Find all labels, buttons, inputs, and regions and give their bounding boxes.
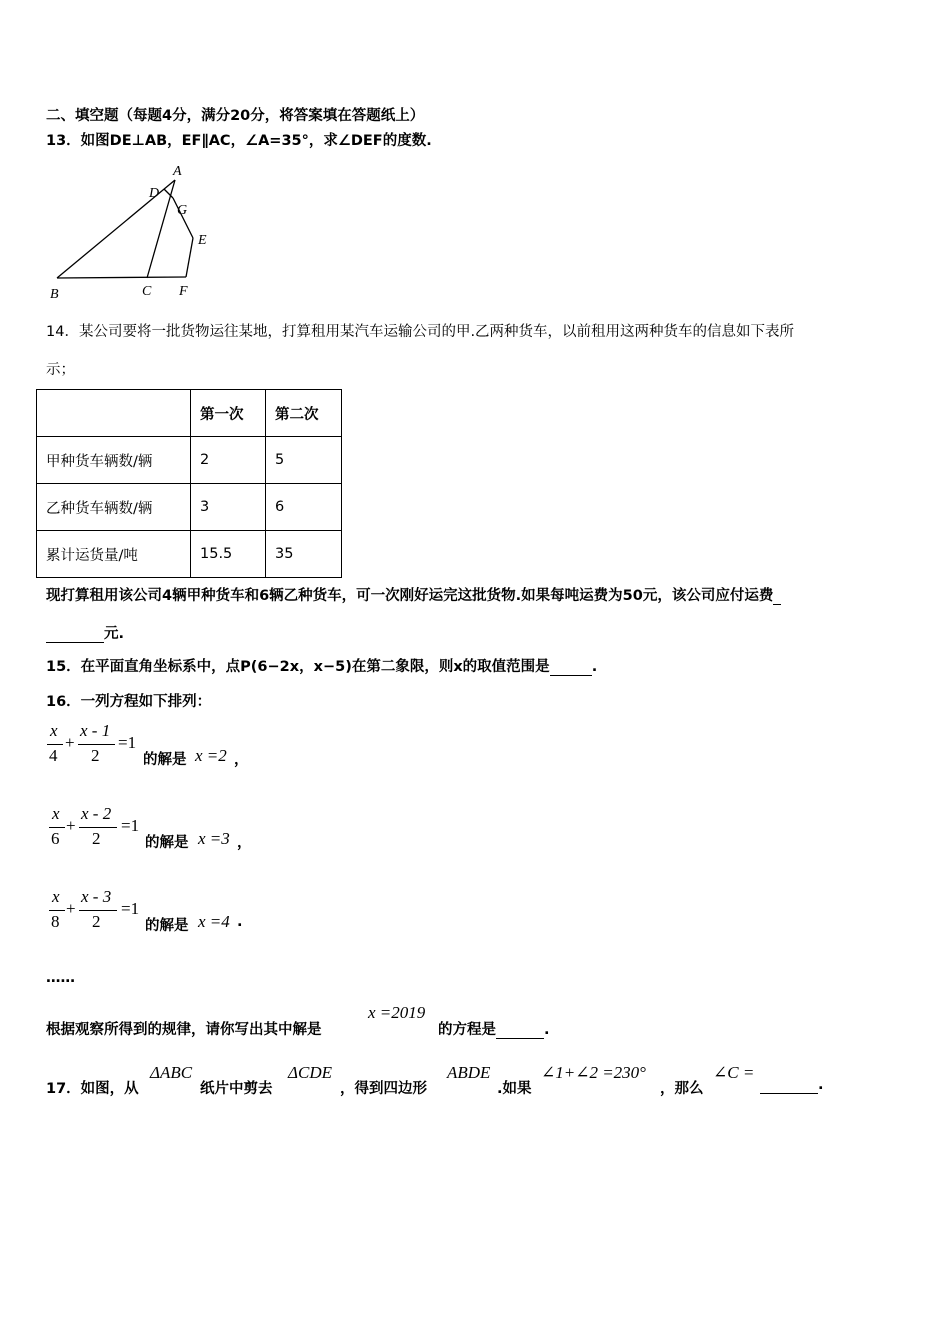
q16-rule-math: x =2019 (368, 1003, 426, 1022)
q16-intro: 16．一列方程如下排列： (46, 694, 212, 710)
eq2-sol-text: 的解是 (145, 835, 189, 851)
eq2-den2: 2 (92, 829, 101, 848)
eq1-end: ， (234, 752, 249, 768)
eq1-fraction-bar-2 (78, 744, 115, 745)
segment-bf (57, 277, 186, 278)
table-row (37, 531, 342, 578)
q14-after2 (46, 622, 124, 643)
table-row (37, 390, 342, 437)
eq1-num1: x (50, 721, 58, 740)
eq1-den2: 2 (91, 746, 100, 765)
q17-answer (760, 1077, 824, 1094)
eq3-end: . (237, 914, 243, 930)
q14-blank-start[interactable] (773, 588, 781, 605)
q17-p4: .如果 (497, 1081, 532, 1097)
eq2-num2: x - 2 (81, 804, 112, 823)
q17-m5: ∠C = (713, 1063, 755, 1082)
table-cell: 2 (191, 437, 266, 484)
label-g: G (177, 203, 188, 218)
table-cell: 6 (266, 484, 342, 531)
eq3-equals: =1 (121, 899, 140, 918)
q16-rule-pre: 根据观察所得到的规律，请你写出其中解是 (46, 1022, 322, 1038)
eq2-plus: + (66, 816, 76, 835)
table-cell: 甲种货车辆数/辆 (37, 437, 191, 484)
table-cell: 5 (266, 437, 342, 484)
eq2-equals: =1 (121, 816, 140, 835)
q16-rule-post-text: 的方程是 (438, 1022, 496, 1038)
eq1-fraction-bar-1 (47, 744, 63, 745)
q17-p5: ，那么 (660, 1081, 704, 1097)
eq1-plus: + (65, 733, 75, 752)
table-cell (37, 390, 191, 437)
q17-end: . (818, 1077, 824, 1093)
eq3-fraction-bar-2 (79, 910, 117, 911)
label-f: F (179, 284, 188, 299)
q13-figure (40, 160, 230, 305)
q17-m1: ΔABC (150, 1063, 193, 1082)
q16-rule-post (438, 1018, 550, 1039)
q14-line1: 14．某公司要将一批货物运往某地，打算租用某汽车运输公司的甲.乙两种货车，以前租用这两种货车的信息如下表所 (46, 324, 795, 340)
eq2-solution: x =3 (198, 829, 230, 848)
eq3-fraction-bar-1 (49, 910, 65, 911)
q14-line2: 示； (46, 362, 75, 378)
table-cell: 累计运货量/吨 (37, 531, 191, 578)
label-c: C (142, 284, 152, 299)
q17-p1: 17．如图，从 (46, 1081, 139, 1097)
table-row (37, 437, 342, 484)
eq2-end: ， (237, 835, 252, 851)
eq2-num1: x (52, 804, 60, 823)
eq2-fraction-bar-1 (49, 827, 65, 828)
table-cell: 乙种货车辆数/辆 (37, 484, 191, 531)
q13-text: 13．如图DE⊥AB，EF∥AC，∠A=35°，求∠DEF的度数. (46, 133, 432, 149)
q15-end: . (591, 659, 598, 675)
q15-text: 15．在平面直角坐标系中，点P(6−2x，x−5)在第二象限，则x的取值范围是 (46, 659, 550, 675)
q14-after1 (46, 584, 781, 605)
q14-after2-suffix: 元. (104, 626, 125, 642)
label-d: D (149, 186, 160, 201)
q17-m2: ΔCDE (288, 1063, 332, 1082)
q14-after1-text: 现打算租用该公司4辆甲种货车和6辆乙种货车，可一次刚好运完这批货物.如果每吨运费为50元，该公司应付运费 (46, 588, 774, 604)
eq1-solution: x =2 (195, 746, 227, 765)
q17-m4: ∠1+∠2 =230° (541, 1063, 646, 1082)
q17-p3: ，得到四边形 (340, 1081, 427, 1097)
eq3-solution: x =4 (198, 912, 230, 931)
table-cell: 3 (191, 484, 266, 531)
eq3-num2: x - 3 (81, 887, 112, 906)
table-header: 第一次 (191, 390, 266, 437)
eq1-equals: =1 (118, 733, 137, 752)
eq3-plus: + (66, 899, 76, 918)
q14-answer-blank[interactable] (46, 626, 104, 643)
q14-table (36, 389, 342, 578)
q17-p2: 纸片中剪去 (200, 1081, 273, 1097)
eq3-num1: x (52, 887, 60, 906)
q17-m3: ABDE (447, 1063, 491, 1082)
q17-answer-blank[interactable] (760, 1077, 818, 1094)
eq1-num2: x - 1 (80, 721, 111, 740)
eq1-den1: 4 (49, 746, 58, 765)
eq1-sol-text: 的解是 (143, 752, 187, 768)
table-cell: 15.5 (191, 531, 266, 578)
eq2-fraction-bar-2 (79, 827, 117, 828)
segment-ef (186, 238, 193, 277)
eq2-den1: 6 (51, 829, 60, 848)
eq3-den1: 8 (51, 912, 60, 931)
label-b: B (50, 287, 59, 302)
q16-rule-end: . (544, 1022, 550, 1038)
label-e: E (198, 233, 207, 248)
label-a: A (173, 164, 182, 179)
eq3-sol-text: 的解是 (145, 918, 189, 934)
table-cell: 35 (266, 531, 342, 578)
q15-answer-blank[interactable] (550, 659, 592, 676)
q16-ellipsis: …… (46, 970, 75, 986)
table-header: 第二次 (266, 390, 342, 437)
table-row (37, 484, 342, 531)
section-header: 二、填空题（每题4分，满分20分，将答案填在答题纸上） (46, 108, 425, 124)
q15-line (46, 655, 597, 676)
eq3-den2: 2 (92, 912, 101, 931)
q16-answer-blank[interactable] (496, 1022, 544, 1039)
